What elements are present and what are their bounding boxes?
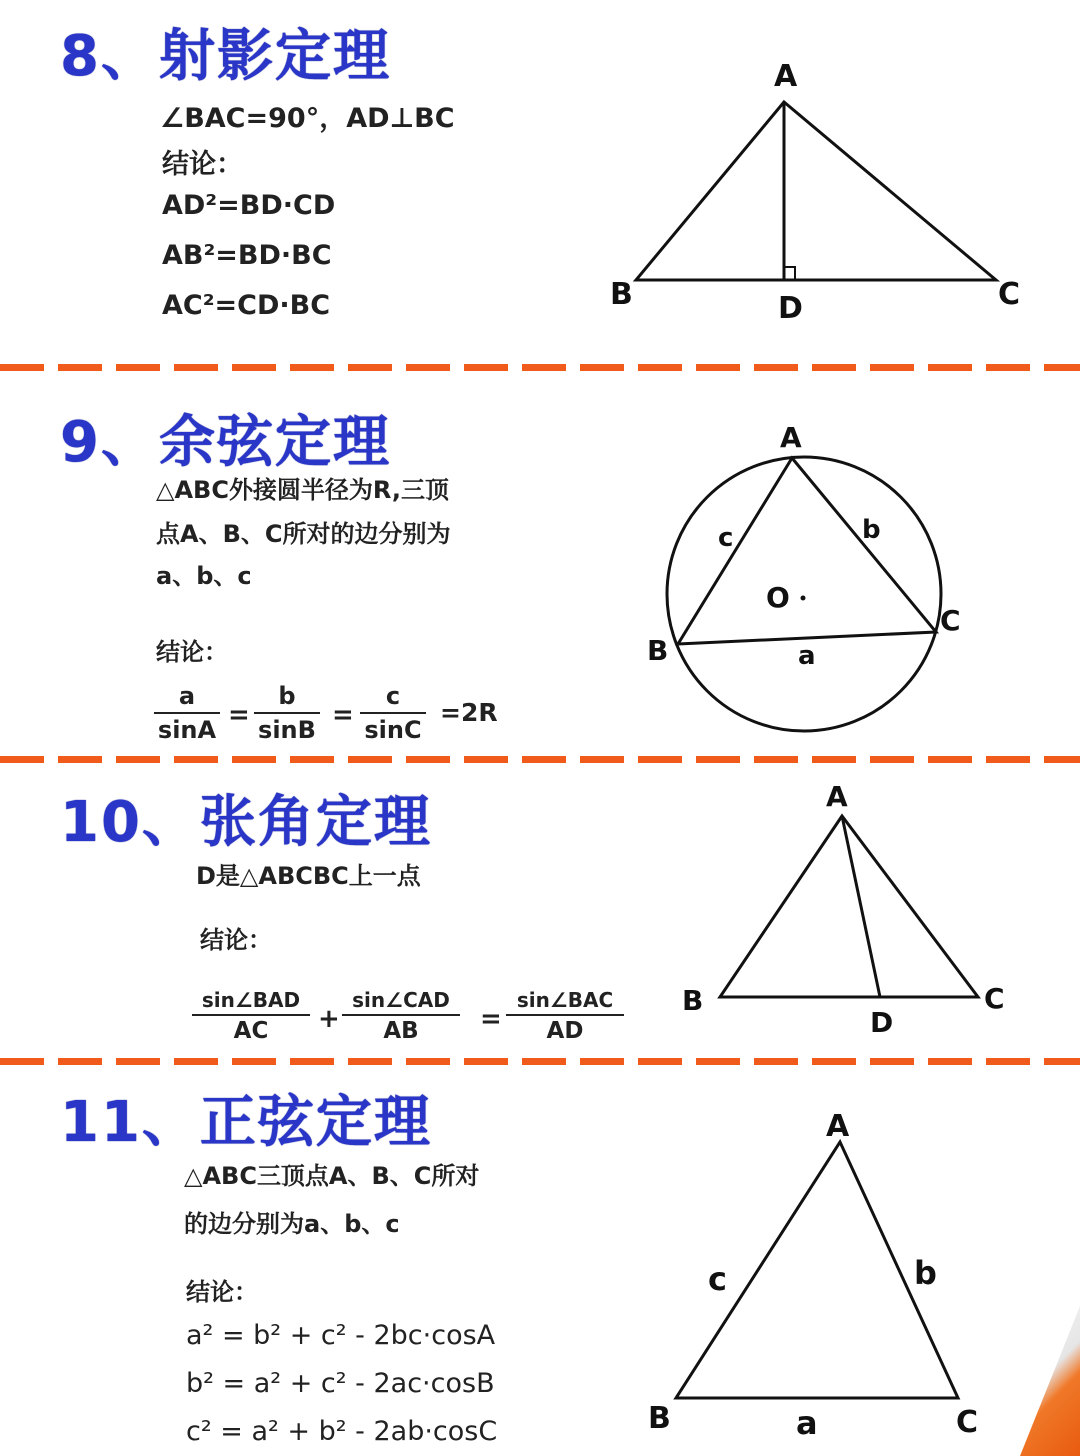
s9-f1-num: a: [154, 682, 220, 714]
s10-label-b: B: [682, 984, 704, 1017]
s11-label-a: A: [826, 1109, 850, 1144]
s11-side-c: c: [708, 1260, 727, 1298]
s9-f1-den: sinA: [157, 716, 217, 744]
s11-side-a: a: [796, 1404, 818, 1442]
s9-side-b: b: [862, 515, 881, 545]
s10-f3-den: AD: [546, 1018, 584, 1044]
s8-equation-3: AC²=CD·BC: [162, 290, 331, 321]
s10-f1-den: AC: [233, 1018, 269, 1044]
s10-equals: =: [480, 1004, 502, 1034]
s8-label-c: C: [998, 277, 1021, 312]
s10-f3-num: sin∠BAC: [506, 988, 624, 1016]
s9-f2-den: sinB: [258, 716, 316, 744]
s8-condition: ∠BAC=90°，AD⊥BC: [160, 103, 455, 134]
s11-side-b: b: [914, 1254, 937, 1292]
s8-label-a: A: [774, 59, 798, 94]
s9-line-2: 点A、B、C所对的边分别为: [156, 520, 451, 548]
s9-side-a: a: [798, 641, 816, 671]
s9-label-b: B: [647, 634, 669, 667]
s11-label-c: C: [956, 1405, 979, 1440]
s9-label-a: A: [780, 421, 802, 454]
s10-line-1: D是△ABCBC上一点: [196, 862, 421, 890]
s8-label-b: B: [610, 277, 633, 312]
s11-line-2: 的边分别为a、b、c: [184, 1210, 400, 1238]
s11-line-1: △ABC三顶点A、B、C所对: [184, 1162, 480, 1190]
s9-line-1: △ABC外接圆半径为R,三顶: [156, 476, 449, 504]
s8-label-d: D: [778, 291, 803, 326]
section-10-title: 10、张角定理: [60, 790, 432, 855]
s11-label-b: B: [648, 1401, 671, 1436]
section-8-title: 8、射影定理: [60, 24, 391, 89]
s11-equation-3: c² = a² + b² - 2ab·cosC: [186, 1416, 498, 1447]
s11-conclusion-label: 结论：: [186, 1278, 258, 1306]
section-11-title: 11、正弦定理: [60, 1090, 432, 1155]
s9-line-3: a、b、c: [156, 562, 252, 590]
s11-equation-2: b² = a² + c² - 2ac·cosB: [186, 1368, 495, 1399]
s10-label-d: D: [870, 1006, 894, 1039]
s8-equation-2: AB²=BD·BC: [162, 240, 332, 271]
s10-label-c: C: [984, 982, 1005, 1015]
s9-label-o: O: [766, 581, 790, 614]
s10-plus: +: [318, 1004, 340, 1034]
s10-f1-num: sin∠BAD: [192, 988, 310, 1016]
section-9-title: 9、余弦定理: [60, 410, 391, 475]
s9-conclusion-label: 结论：: [156, 638, 228, 666]
s8-conclusion-label: 结论：: [162, 149, 243, 180]
s9-label-c: C: [940, 604, 961, 637]
s9-equals-2: =: [332, 700, 354, 730]
s9-f2-num: b: [254, 682, 320, 714]
s10-f2-den: AB: [383, 1018, 419, 1044]
s10-conclusion-label: 结论：: [200, 926, 272, 954]
s8-equation-1: AD²=BD·CD: [162, 190, 336, 221]
s10-label-a: A: [826, 780, 848, 813]
s10-f2-num: sin∠CAD: [342, 988, 460, 1016]
s11-equation-1: a² = b² + c² - 2bc·cosA: [186, 1320, 496, 1351]
s9-side-c: c: [718, 523, 734, 553]
s9-f3-num: c: [360, 682, 426, 714]
s9-result: =2R: [440, 698, 498, 727]
s9-f3-den: sinC: [364, 716, 422, 744]
s9-equals-1: =: [228, 700, 250, 730]
